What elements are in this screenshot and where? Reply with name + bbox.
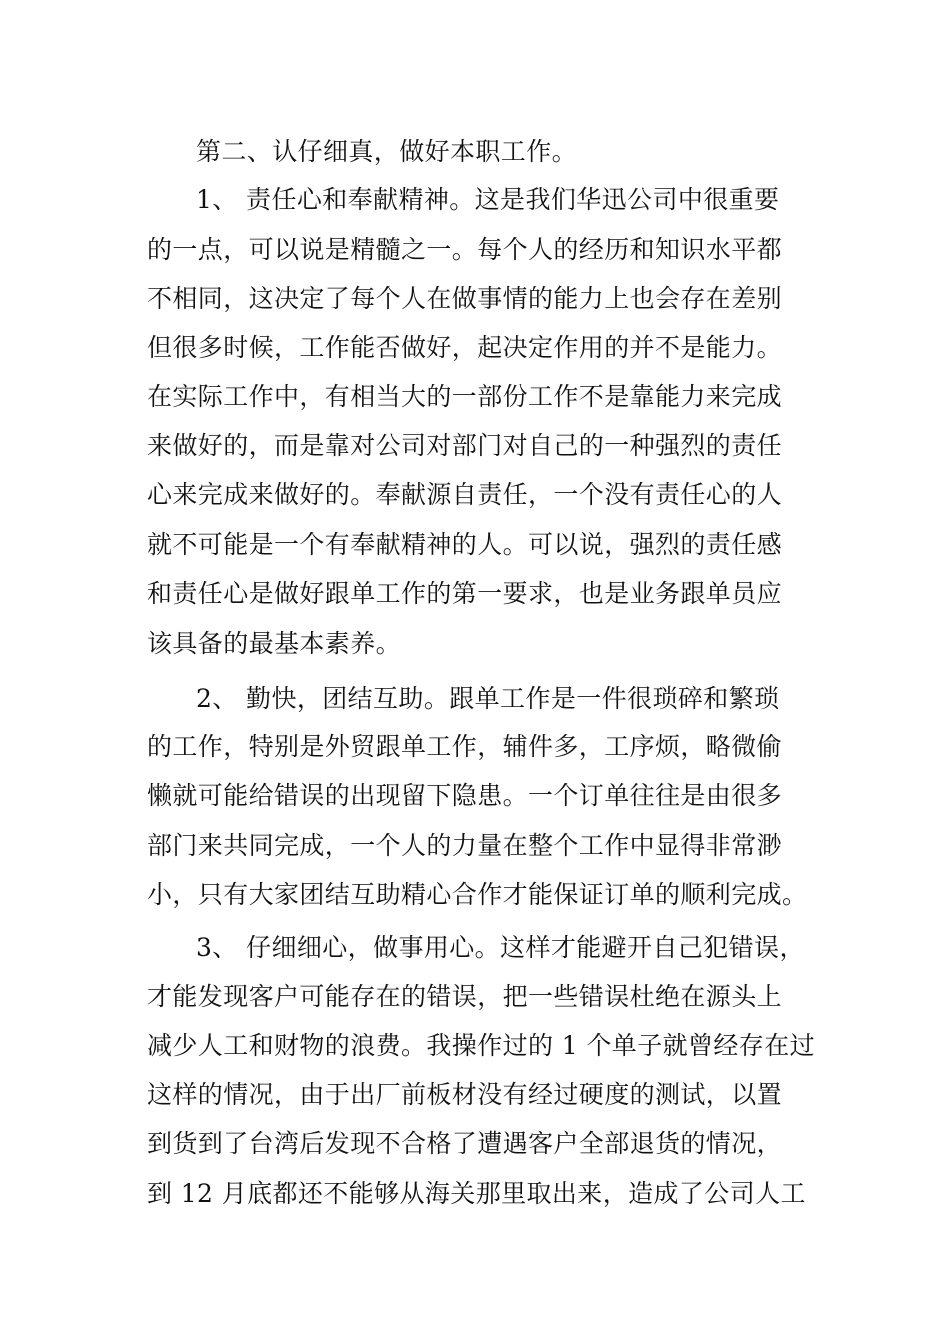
text-line	[0, 771, 950, 820]
text-line-content: 不相同，这决定了每个人在做事情的能力上也会存在差别	[147, 284, 783, 313]
text-line	[0, 421, 950, 470]
text-line-content: 但很多时候，工作能否做好，起决定作用的并不是能力。	[147, 333, 783, 362]
text-line	[0, 127, 950, 176]
text-line	[0, 274, 950, 323]
text-line-content: 第二、认仔细真，做好本职工作。	[196, 137, 578, 166]
text-line	[0, 1169, 950, 1218]
text-line	[0, 372, 950, 421]
text-line	[0, 619, 950, 668]
text-line-content: 到 12 月底都还不能够从海关那里取出来，造成了公司人工	[147, 1179, 806, 1208]
text-line-content: 部门来共同完成，一个人的力量在整个工作中显得非常渺	[147, 831, 783, 860]
text-line	[0, 972, 950, 1021]
text-line	[0, 569, 950, 618]
text-line-content: 和责任心是做好跟单工作的第一要求，也是业务跟单员应	[147, 579, 783, 608]
text-line-content: 就不可能是一个有奉献精神的人。可以说，强烈的责任感	[147, 530, 783, 559]
text-line-content: 在实际工作中，有相当大的一部份工作不是靠能力来完成	[147, 382, 783, 411]
text-line-content: 这样的情况，由于出厂前板材没有经过硬度的测试，以置	[147, 1080, 783, 1109]
text-line-content: 懒就可能给错误的出现留下隐患。一个订单往往是由很多	[147, 781, 783, 810]
text-line	[0, 923, 950, 972]
text-line-content: 3、 仔细细心，做事用心。这样才能避开自己犯错误，	[196, 933, 805, 962]
text-line	[0, 470, 950, 519]
text-line-content: 该具备的最基本素养。	[147, 629, 402, 658]
text-line-content: 的一点，可以说是精髓之一。每个人的经历和知识水平都	[147, 235, 783, 264]
text-line-content: 1、 责任心和奉献精神。这是我们华迅公司中很重要	[196, 185, 780, 214]
text-line	[0, 674, 950, 723]
text-line	[0, 1119, 950, 1168]
text-line	[0, 323, 950, 372]
text-line	[0, 175, 950, 224]
text-line	[0, 821, 950, 870]
text-line	[0, 1021, 950, 1070]
text-line-content: 减少人工和财物的浪费。我操作过的 1 个单子就曾经存在过	[147, 1031, 816, 1060]
text-line-content: 的工作，特别是外贸跟单工作，辅件多，工序烦，略微偷	[147, 732, 783, 761]
text-line	[0, 520, 950, 569]
text-line	[0, 1070, 950, 1119]
text-line-content: 2、 勤快，团结互助。跟单工作是一件很琐碎和繁琐	[196, 684, 780, 713]
text-line-content: 心来完成来做好的。奉献源自责任，一个没有责任心的人	[147, 480, 783, 509]
text-line-content: 来做好的，而是靠对公司对部门对自己的一种强烈的责任	[147, 431, 783, 460]
text-line	[0, 870, 950, 919]
text-line-content: 到货到了台湾后发现不合格了遭遇客户全部退货的情况，	[147, 1129, 783, 1158]
text-line-content: 才能发现客户可能存在的错误，把一些错误杜绝在源头上	[147, 982, 783, 1011]
text-line	[0, 722, 950, 771]
text-line-content: 小，只有大家团结互助精心合作才能保证订单的顺利完成。	[147, 880, 808, 909]
text-line	[0, 225, 950, 274]
